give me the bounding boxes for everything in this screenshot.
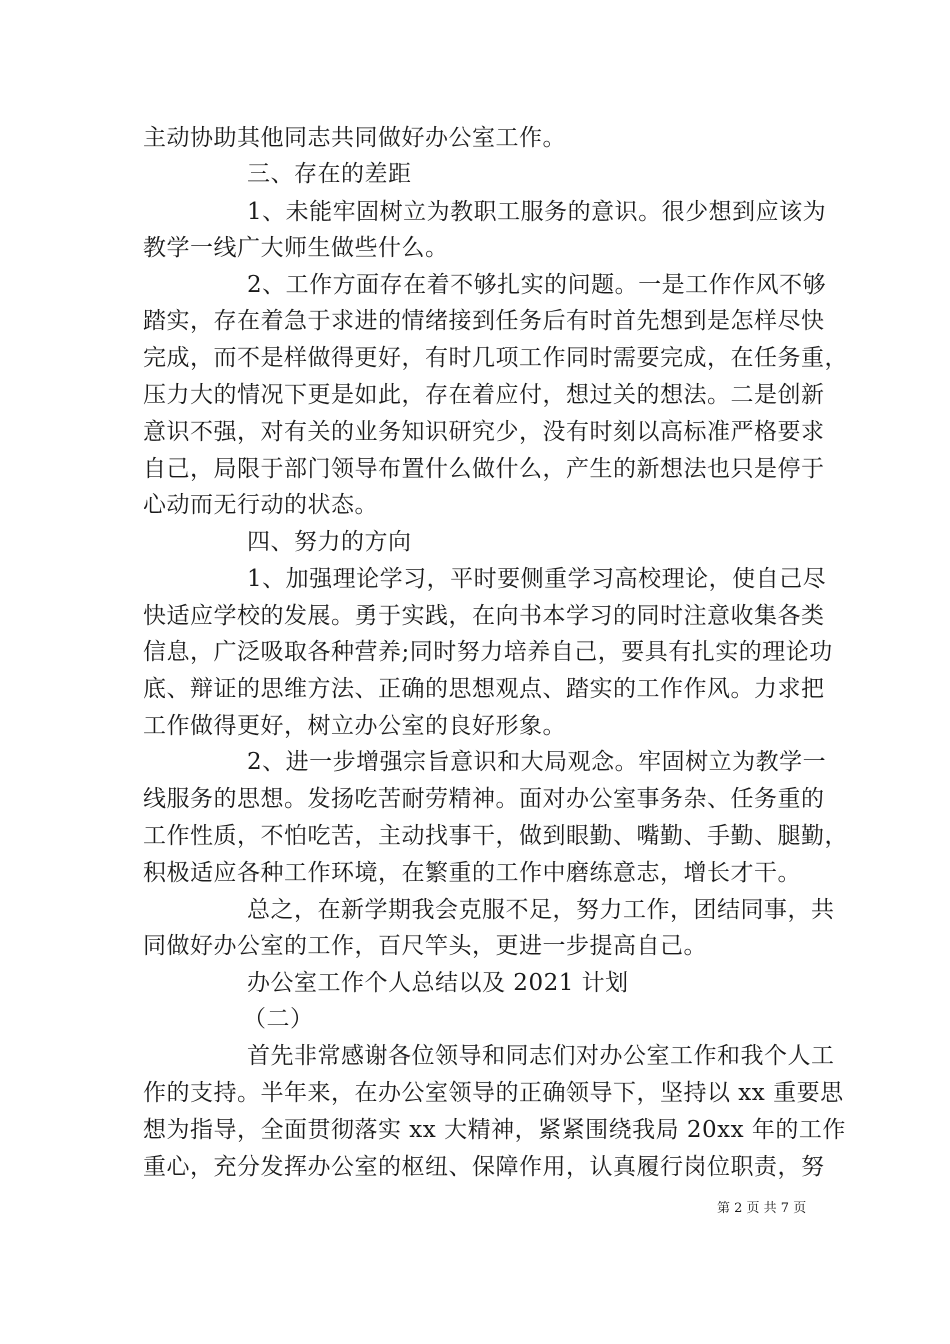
text-line: 信息，广泛吸取各种营养;同时努力培养自己，要具有扎实的理论功 [143,639,833,665]
text-line: 同做好办公室的工作，百尺竿头，更进一步提高自己。 [143,933,707,959]
text-line: 2、进一步增强宗旨意识和大局观念。牢固树立为教学一 [247,749,827,775]
text-line: 踏实，存在着急于求进的情绪接到任务后有时首先想到是怎样尽快 [143,308,825,334]
text-line: 心动而无行动的状态。 [143,492,378,518]
text-line: 快适应学校的发展。勇于实践，在向书本学习的同时注意收集各类 [143,603,825,629]
text-line: 积极适应各种工作环境，在繁重的工作中磨练意志，增长才干。 [143,860,801,886]
page-number: 第 2 页 共 7 页 [717,1201,807,1216]
text-line: 1、未能牢固树立为教职工服务的意识。很少想到应该为 [247,199,827,225]
text-line: 线服务的思想。发扬吃苦耐劳精神。面对办公室事务杂、任务重的 [143,786,825,812]
text-line: 工作做得更好，树立办公室的良好形象。 [143,713,566,739]
text-line: 首先非常感谢各位领导和同志们对办公室工作和我个人工 [247,1043,835,1069]
text-line: 作的支持。半年来，在办公室领导的正确领导下，坚持以 xx 重要思 [143,1080,844,1106]
section-heading: 三、存在的差距 [247,161,412,187]
text-line: 工作性质，不怕吃苦，主动找事干，做到眼勤、嘴勤、手勤、腿勤， [143,823,848,849]
text-line: 完成，而不是样做得更好，有时几项工作同时需要完成，在任务重， [143,345,848,371]
text-line: 1、加强理论学习，平时要侧重学习高校理论，使自己尽 [247,566,827,592]
subtitle-number: （二） [243,1006,314,1032]
text-line: 底、辩证的思维方法、正确的思想观点、踏实的工作作风。力求把 [143,676,825,702]
text-line: 主动协助其他同志共同做好办公室工作。 [143,125,566,151]
text-line: 意识不强，对有关的业务知识研究少，没有时刻以高标准严格要求 [143,419,825,445]
subtitle: 办公室工作个人总结以及 2021 计划 [247,970,629,996]
text-line: 压力大的情况下更是如此，存在着应付，想过关的想法。二是创新 [143,382,825,408]
text-line: 总之，在新学期我会克服不足，努力工作，团结同事，共 [247,897,835,923]
text-line: 重心，充分发挥办公室的枢纽、保障作用，认真履行岗位职责，努 [143,1154,825,1180]
text-line: 想为指导，全面贯彻落实 xx 大精神，紧紧围绕我局 20xx 年的工作 [143,1117,846,1143]
text-line: 2、工作方面存在着不够扎实的问题。一是工作作风不够 [247,272,827,298]
text-line: 教学一线广大师生做些什么。 [143,235,449,261]
section-heading: 四、努力的方向 [247,529,412,555]
text-line: 自己，局限于部门领导布置什么做什么，产生的新想法也只是停于 [143,456,825,482]
